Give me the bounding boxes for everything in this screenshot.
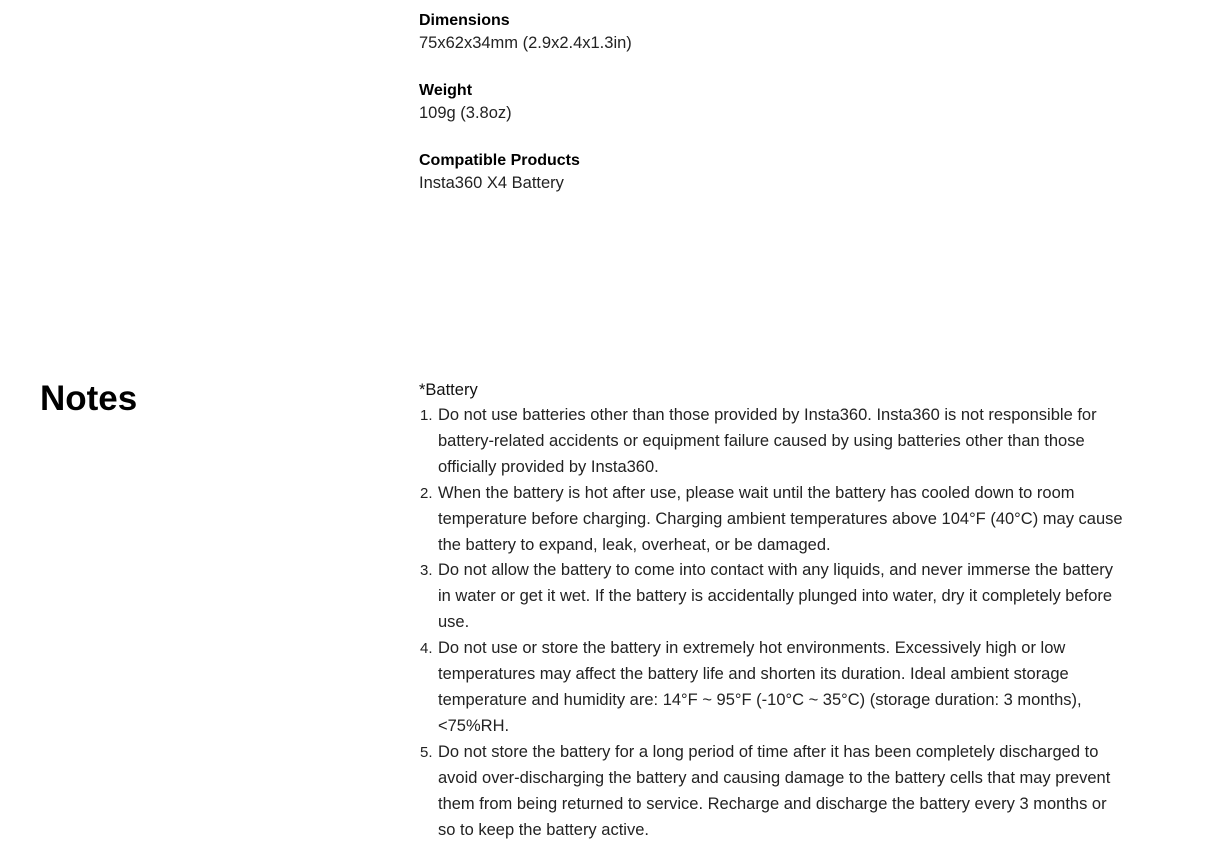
note-number: 3. (420, 562, 433, 580)
note-text: Do not allow the battery to come into contact with any liquids, and never immerse the battery in water or get it wet. If the battery is accidentally plunged into water, dry it completely before use. (438, 561, 1114, 632)
spec-value: 109g (3.8oz) (419, 104, 512, 122)
note-number: 1. (420, 407, 433, 424)
notes-subtitle: *Battery (419, 381, 478, 399)
spec-label: Weight (419, 82, 473, 99)
note-text: Do not use or store the battery in extremely hot environments. Excessively high or low temperatures may affect the battery life and shorten its duration. Ideal ambient storage temperature and humidity are: 14°F ~ 95°F (-10°C ~ 35°C) (storage duration: 3 months), <75%RH. (438, 639, 1082, 735)
note-item (419, 558, 1124, 636)
note-item (419, 403, 1124, 481)
spec-label: Compatible Products (419, 152, 580, 169)
spec-dimensions (419, 10, 1119, 55)
note-item (419, 636, 1124, 740)
note-item (419, 481, 1124, 559)
note-text: Do not store the battery for a long period of time after it has been completely discharged to avoid over-discharging the battery and causing damage to the battery cells that may prevent them from being returned to service. Recharge and discharge the battery every 3 months or so to keep the battery active. (438, 742, 1111, 839)
note-number: 2. (420, 484, 433, 502)
notes-body (419, 379, 1124, 843)
note-number: 4. (420, 640, 433, 658)
note-item (419, 740, 1124, 844)
spec-weight (419, 80, 1119, 125)
specs-section (419, 10, 1119, 220)
spec-compatible-products (419, 150, 1119, 195)
notes-heading: Notes (40, 379, 138, 418)
note-text: Do not use batteries other than those provided by Insta360. Insta360 is not responsible for battery-related accidents or equipment failure caused by using batteries other than those officially provided by Insta360. (438, 406, 1097, 476)
note-number: 5. (420, 743, 433, 761)
spec-label: Dimensions (419, 12, 510, 29)
note-text: When the battery is hot after use, please wait until the battery has cooled down to room temperature before charging. Charging ambient temperatures above 104°F (40°C) may cause the battery to expand, leak, overheat, or be damaged. (438, 483, 1123, 554)
spec-value: Insta360 X4 Battery (419, 174, 564, 192)
notes-list (419, 403, 1124, 843)
spec-value: 75x62x34mm (2.9x2.4x1.3in) (419, 34, 632, 52)
